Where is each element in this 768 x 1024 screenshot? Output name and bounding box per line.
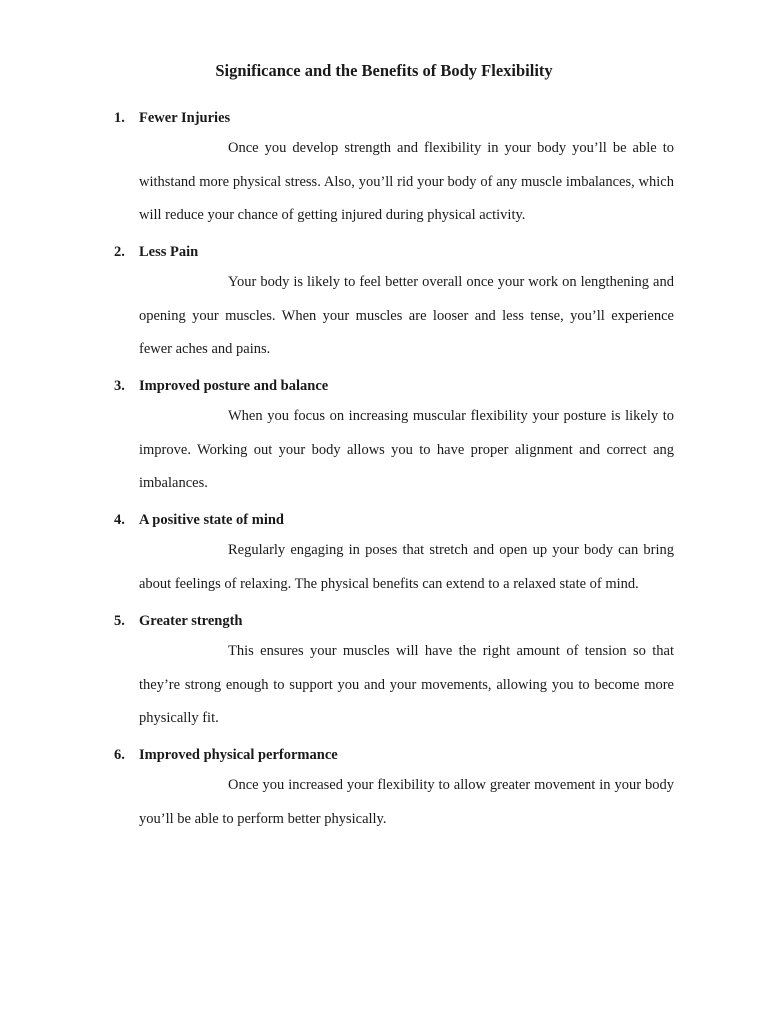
section-paragraph: This ensures your muscles will have the right amount of tension so that they’re strong enough to support you and your movements, allowing you to become more physically fit. bbox=[139, 643, 674, 726]
section-heading-text: Improved physical performance bbox=[139, 747, 338, 763]
section-number: 2. bbox=[114, 244, 125, 260]
section-heading bbox=[114, 242, 198, 262]
section-paragraph: Once you develop strength and flexibility in your body you’ll be able to withstand more physical stress. Also, you’ll rid your body of any muscle imbalances, which will reduce your chance of getting injured during physical activity. bbox=[139, 140, 674, 223]
section-number: 6. bbox=[114, 747, 125, 763]
section-paragraph: Once you increased your flexibility to allow greater movement in your body you’ll be able to perform better physically. bbox=[139, 777, 674, 827]
section-heading bbox=[114, 108, 230, 128]
section-heading bbox=[114, 745, 338, 765]
section-heading-text: Less Pain bbox=[139, 244, 199, 260]
section-heading-text: Fewer Injuries bbox=[139, 110, 231, 126]
section-heading bbox=[114, 611, 243, 631]
section-number: 4. bbox=[114, 512, 125, 528]
section-heading-text: Improved posture and balance bbox=[139, 378, 329, 394]
section-paragraph: Regularly engaging in poses that stretch and open up your body can bring about feelings of relaxing. The physical benefits can extend to a relaxed state of mind. bbox=[139, 542, 674, 592]
document-title: Significance and the Benefits of Body Flexibility bbox=[215, 61, 553, 80]
section-heading-text: Greater strength bbox=[139, 613, 243, 629]
section-number: 5. bbox=[114, 613, 125, 629]
section-heading bbox=[114, 376, 328, 396]
section-number: 1. bbox=[114, 110, 125, 126]
section-paragraph: When you focus on increasing muscular flexibility your posture is likely to improve. Working out your body allows you to have proper alignment and correct ang imbalances. bbox=[139, 408, 674, 491]
section-heading-text: A positive state of mind bbox=[139, 512, 284, 528]
section-number: 3. bbox=[114, 378, 125, 394]
section-paragraph: Your body is likely to feel better overall once your work on lengthening and opening your muscles. When your muscles are looser and less tense, you’ll experience fewer aches and pains. bbox=[139, 274, 674, 357]
section-heading bbox=[114, 510, 284, 530]
